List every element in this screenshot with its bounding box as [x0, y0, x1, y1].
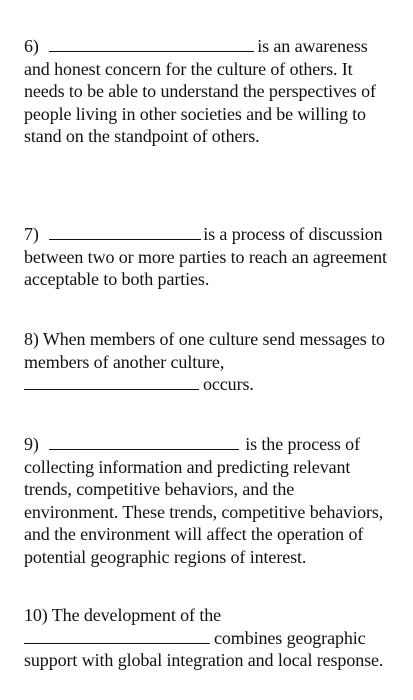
question-text: The development of the	[51, 605, 222, 625]
question-text-line: acceptable to both parties.	[24, 269, 210, 289]
answer-blank[interactable]	[24, 374, 199, 390]
question-6-first-line	[24, 35, 409, 58]
question-text-line: trends, competitive behaviors, and the	[24, 479, 295, 499]
question-text-line: needs to be able to understand the perspectives of	[24, 81, 376, 101]
question-text: combines geographic	[214, 627, 366, 648]
question-text: occurs.	[203, 374, 254, 394]
answer-blank[interactable]	[49, 36, 254, 52]
question-number: 10)	[24, 605, 48, 625]
question-6	[24, 35, 409, 148]
question-text-line: support with global integration and local response.	[24, 650, 384, 670]
question-7	[24, 223, 409, 291]
question-10-blank-line	[24, 627, 409, 650]
question-text-line: potential geographic regions of interest.	[24, 546, 307, 567]
question-text-line: and honest concern for the culture of others. It	[24, 58, 353, 79]
question-number: 6)	[24, 36, 39, 56]
question-8-blank-line	[24, 373, 409, 396]
question-text-line: members of another culture,	[24, 351, 225, 372]
question-number: 9)	[24, 434, 39, 454]
question-text: is an awareness	[257, 36, 368, 56]
question-7-first-line	[24, 223, 409, 246]
question-10-first-line	[24, 604, 409, 627]
question-text: is the process of	[245, 434, 360, 454]
question-number: 7)	[24, 224, 39, 244]
question-number: 8)	[24, 329, 39, 349]
question-text-line: between two or more parties to reach an agreement	[24, 246, 387, 267]
question-text-line: collecting information and predicting relevant	[24, 456, 351, 477]
question-text-line: environment. These trends, competitive behaviors,	[24, 501, 384, 522]
question-8-first-line	[24, 328, 409, 351]
question-text: is a process of discussion	[203, 224, 383, 244]
question-text-line: people living in other societies and be willing to	[24, 103, 366, 124]
question-10	[24, 604, 409, 672]
question-9	[24, 433, 409, 568]
question-9-first-line	[24, 433, 409, 456]
question-text-line: and the environment will affect the operation of	[24, 524, 364, 544]
question-8	[24, 328, 409, 396]
question-text-line: stand on the standpoint of others.	[24, 126, 260, 146]
question-text: When members of one culture send messages to	[42, 329, 385, 349]
answer-blank[interactable]	[49, 434, 239, 450]
answer-blank[interactable]	[49, 224, 201, 240]
answer-blank[interactable]	[24, 628, 210, 644]
